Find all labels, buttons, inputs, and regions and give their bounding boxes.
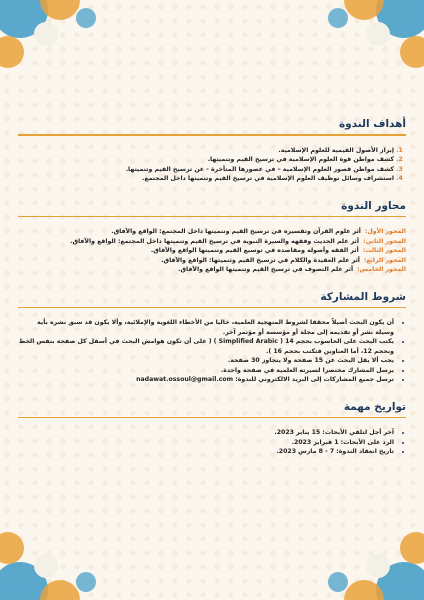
- dates-list: [18, 428, 406, 457]
- flyer-content: [18, 118, 406, 473]
- email-instruction: ترسل جميع المشاركات إلى البريد الالكتروني للندوة:: [235, 376, 394, 383]
- conditions-section: [18, 291, 406, 385]
- dates-section: [18, 401, 406, 457]
- condition-item: • يرسل المشارك مختصرا لسيرته العلمية في صفحة واحدة.: [18, 366, 394, 376]
- condition-item: • أن يكون البحث أصيلاً محققا لشروط المنهجية العلمية، خاليا من الأخطاء اللغوية والإملائية، وألا يكون قد سبق نشره بأية وسيلة نشر أو تقديمه إلى مجلة أو مؤسسة أو مؤتمر آخر.: [18, 318, 394, 337]
- axis-text: أثر علم العقيدة والكلام في ترسيخ القيم وتنميتها: الواقع والآفاق.: [161, 256, 360, 264]
- axis-item: [18, 265, 406, 275]
- goals-title: أهداف الندوة: [338, 118, 406, 130]
- date-item: • الرد على الأبحاث: 1 فبراير 2023.: [18, 438, 394, 448]
- corner-ornament-bottom-right: [319, 520, 424, 600]
- axis-label: المحور الرابع:: [363, 256, 406, 264]
- axes-divider: [18, 216, 406, 218]
- conditions-title: شروط المشاركة: [320, 290, 406, 303]
- condition-item-email: [18, 375, 394, 385]
- goal-item: 3. كشف مواطن قصور العلوم الإسلامية – في عصورها المتأخرة - عن ترسيخ القيم وتنميتها.: [18, 165, 394, 175]
- axis-label: المحور الثالث:: [362, 247, 406, 254]
- axis-item: [18, 246, 406, 256]
- axes-title: محاور الندوة: [341, 199, 406, 212]
- axis-text: أثر الفقه وأصوله ومقاصده في توسيع القيم وتنميتها الواقع والآفاق.: [150, 247, 359, 254]
- goal-item: 4. استشراف وسائل توظيف العلوم الإسلامية في ترسيخ القيم وتنميتها داخل المجتمع.: [18, 174, 394, 184]
- goals-list: [18, 146, 406, 184]
- email-address[interactable]: nadawat.ossoul@gmail.com: [136, 376, 234, 383]
- axis-label: المحور الثاني:: [363, 237, 406, 245]
- axis-item: [18, 237, 406, 247]
- goals-divider: [18, 134, 406, 136]
- condition-item: • يكتب البحث على الحاسوب بحجم 14 ( Simplified Arabic ) ( على أن تكون هوامش البحث في أسفل كل صفحة بنفس الخط وبحجم 12، أما العناوين فتكتب بحجم 16 ).: [18, 337, 394, 356]
- axis-text: أثر علم التصوف في ترسيخ القيم وتنميتها الواقع والآفاق.: [178, 266, 354, 273]
- date-item: • تاريخ انعقاد الندوة: 7 - 8 مارس 2023.: [18, 447, 394, 457]
- axis-label: المحور الخامس:: [357, 266, 406, 273]
- date-item: • آخر أجل لتلقي الأبحاث: 15 يناير 2023.: [18, 428, 394, 438]
- axis-text: أثر علم الحديث وفقهه والسيرة النبوية في ترسيخ القيم وتنميتها داخل المجتمع: الواقع والآفاق.: [70, 237, 359, 245]
- corner-ornament-bottom-left: [0, 520, 105, 600]
- dates-title: تواريخ مهمة: [343, 400, 406, 413]
- dates-divider: [18, 417, 406, 419]
- corner-ornament-top-left: [0, 0, 105, 80]
- axis-item: [18, 256, 406, 266]
- conditions-divider: [18, 307, 406, 309]
- goals-section: [18, 118, 406, 184]
- axis-label: المحور الأول:: [364, 228, 406, 235]
- goal-item: 1. إبراز الأصول القيمية للعلوم الإسلامية.: [18, 146, 394, 156]
- axes-section: [18, 200, 406, 275]
- corner-ornament-top-right: [319, 0, 424, 80]
- axis-item: [18, 227, 406, 237]
- goal-item: 2. كشف مواطن قوة العلوم الإسلامية في ترسيخ القيم وتنميتها.: [18, 155, 394, 165]
- axis-text: أثر علوم القرآن وتفسيره في ترسيخ القيم وتنميتها داخل المجتمع: الواقع والآفاق.: [111, 228, 361, 235]
- conditions-list: [18, 318, 406, 385]
- condition-item: • يجب ألا يقل البحث عن 15 صفحة ولا يتجاوز 30 صفحة.: [18, 356, 394, 366]
